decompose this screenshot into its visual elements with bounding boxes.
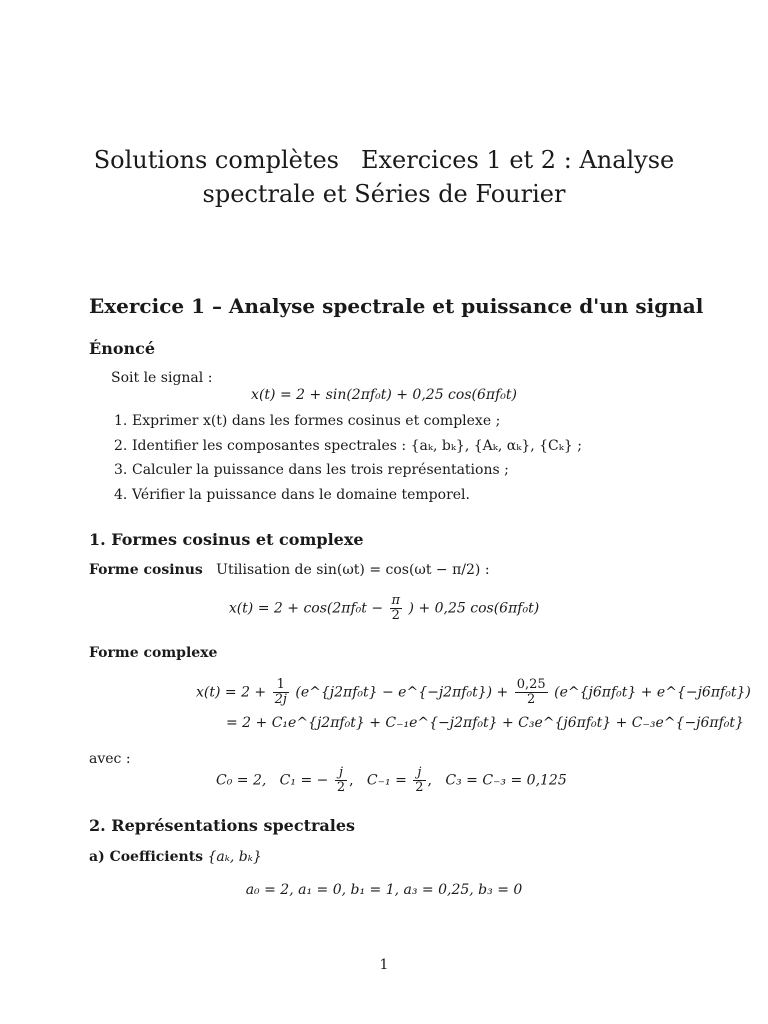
list-item-text: Exprimer x(t) dans les formes cosinus et complexe ; (132, 413, 501, 429)
cplx-eq1-a: x(t) = 2 + (196, 684, 267, 701)
list-item-text: Identifier les composantes spectrales : {aₖ, bₖ}, {Aₖ, αₖ}, {Cₖ} ; (132, 437, 582, 454)
frac-denominator: 2 (391, 608, 400, 623)
cplx-eq1-b: (e^{j2πf₀t} − e^{−j2πf₀t}) + (295, 684, 509, 701)
frac-numerator: π (391, 593, 401, 608)
complex-form-equation-2 (226, 714, 744, 732)
section-heading-exercice-1: Exercice 1 – Analyse spectrale et puissance d'un signal (89, 294, 704, 318)
list-item-number: 2. (114, 437, 128, 454)
signal-equation-text: x(t) = 2 + sin(2πf₀t) + 0,25 cos(6πf₀t) (251, 387, 517, 403)
cosine-form-equation (0, 594, 768, 623)
fraction (335, 766, 347, 795)
coef-cm1-left: C₋₁ = (366, 772, 407, 789)
frac-numerator: j (335, 766, 347, 781)
task-list (114, 413, 582, 511)
list-item-number: 3. (114, 462, 128, 478)
title-part-1: Solutions complètes (93, 146, 339, 174)
frac-denominator: 2 (336, 780, 346, 795)
cos-eq-right: ) + 0,25 cos(6πf₀t) (408, 600, 540, 617)
cplx-eq1-c: (e^{j6πf₀t} + e^{−j6πf₀t}) (554, 684, 751, 701)
forme-cosinus-label: Forme cosinus (89, 562, 203, 578)
list-item-number: 4. (114, 486, 128, 503)
frac-numerator: j (413, 766, 425, 781)
frac-numerator: 0,25 (516, 677, 546, 692)
sub2a-math: {aₖ, bₖ} (207, 849, 262, 865)
avec-text: avec : (89, 751, 131, 767)
forme-cosinus-text: Utilisation de sin(ωt) = cos(ωt − π/2) : (216, 562, 490, 578)
complex-form-equation-1 (196, 678, 751, 707)
list-item-text: Vérifier la puissance dans le domaine temporel. (132, 486, 470, 503)
frac-denominator: 2 (527, 692, 536, 707)
fraction (273, 678, 289, 707)
document-title (0, 143, 768, 211)
coefficients-equation: C₀ = 2, C₁ = − $\frac{j}{2}$ , C₋₁ = $\frac{j}{2}$ , C₃ = C₋₃ = 0,125 (216, 765, 567, 795)
forme-complexe-label: Forme complexe (89, 645, 218, 661)
cplx-eq2-text: = 2 + C₁e^{j2πf₀t} + C₋₁e^{−j2πf₀t} + C₃e^{j6πf₀t} + C₋₃e^{−j6πf₀t} (226, 715, 744, 731)
list-item (114, 413, 582, 438)
enonce-heading: Énoncé (89, 339, 156, 358)
signal-equation (0, 387, 768, 403)
fraction (413, 766, 425, 795)
frac-denominator: 2 (415, 780, 424, 795)
title-part-3: spectrale et Séries de Fourier (202, 180, 566, 208)
title-part-2: Exercices 1 et 2 : Analyse (360, 146, 675, 174)
ab-coefficients-equation (0, 882, 768, 898)
subsection-heading-2: 2. Représentations spectrales (89, 816, 356, 835)
list-item (114, 438, 582, 463)
ab-eq-text: a₀ = 2, a₁ = 0, b₁ = 1, a₃ = 0,25, b₃ = 0 (245, 882, 523, 898)
frac-numerator: 1 (273, 678, 289, 693)
soit-text: Soit le signal : (111, 370, 213, 386)
page-number: 1 (379, 957, 389, 973)
fraction (515, 678, 548, 707)
coef-c0: C₀ = 2, (216, 772, 267, 789)
list-item (114, 487, 582, 512)
subsection-heading-1: 1. Formes cosinus et complexe (89, 530, 364, 549)
frac-denominator: 2j (274, 692, 287, 707)
forme-cosinus-paragraph (89, 561, 490, 579)
sub2a-label-text: a) Coefficients (89, 849, 204, 865)
subsection-2a-label (89, 848, 262, 866)
list-item-text: Calculer la puissance dans les trois représentations ; (132, 462, 509, 478)
cos-eq-left: x(t) = 2 + cos(2πf₀t − (228, 600, 384, 617)
coef-c3: C₃ = C₋₃ = 0,125 (445, 772, 567, 789)
list-item-number: 1. (114, 413, 128, 429)
fraction (390, 594, 403, 623)
list-item (114, 462, 582, 487)
coef-c1-left: C₁ = − (279, 772, 329, 789)
